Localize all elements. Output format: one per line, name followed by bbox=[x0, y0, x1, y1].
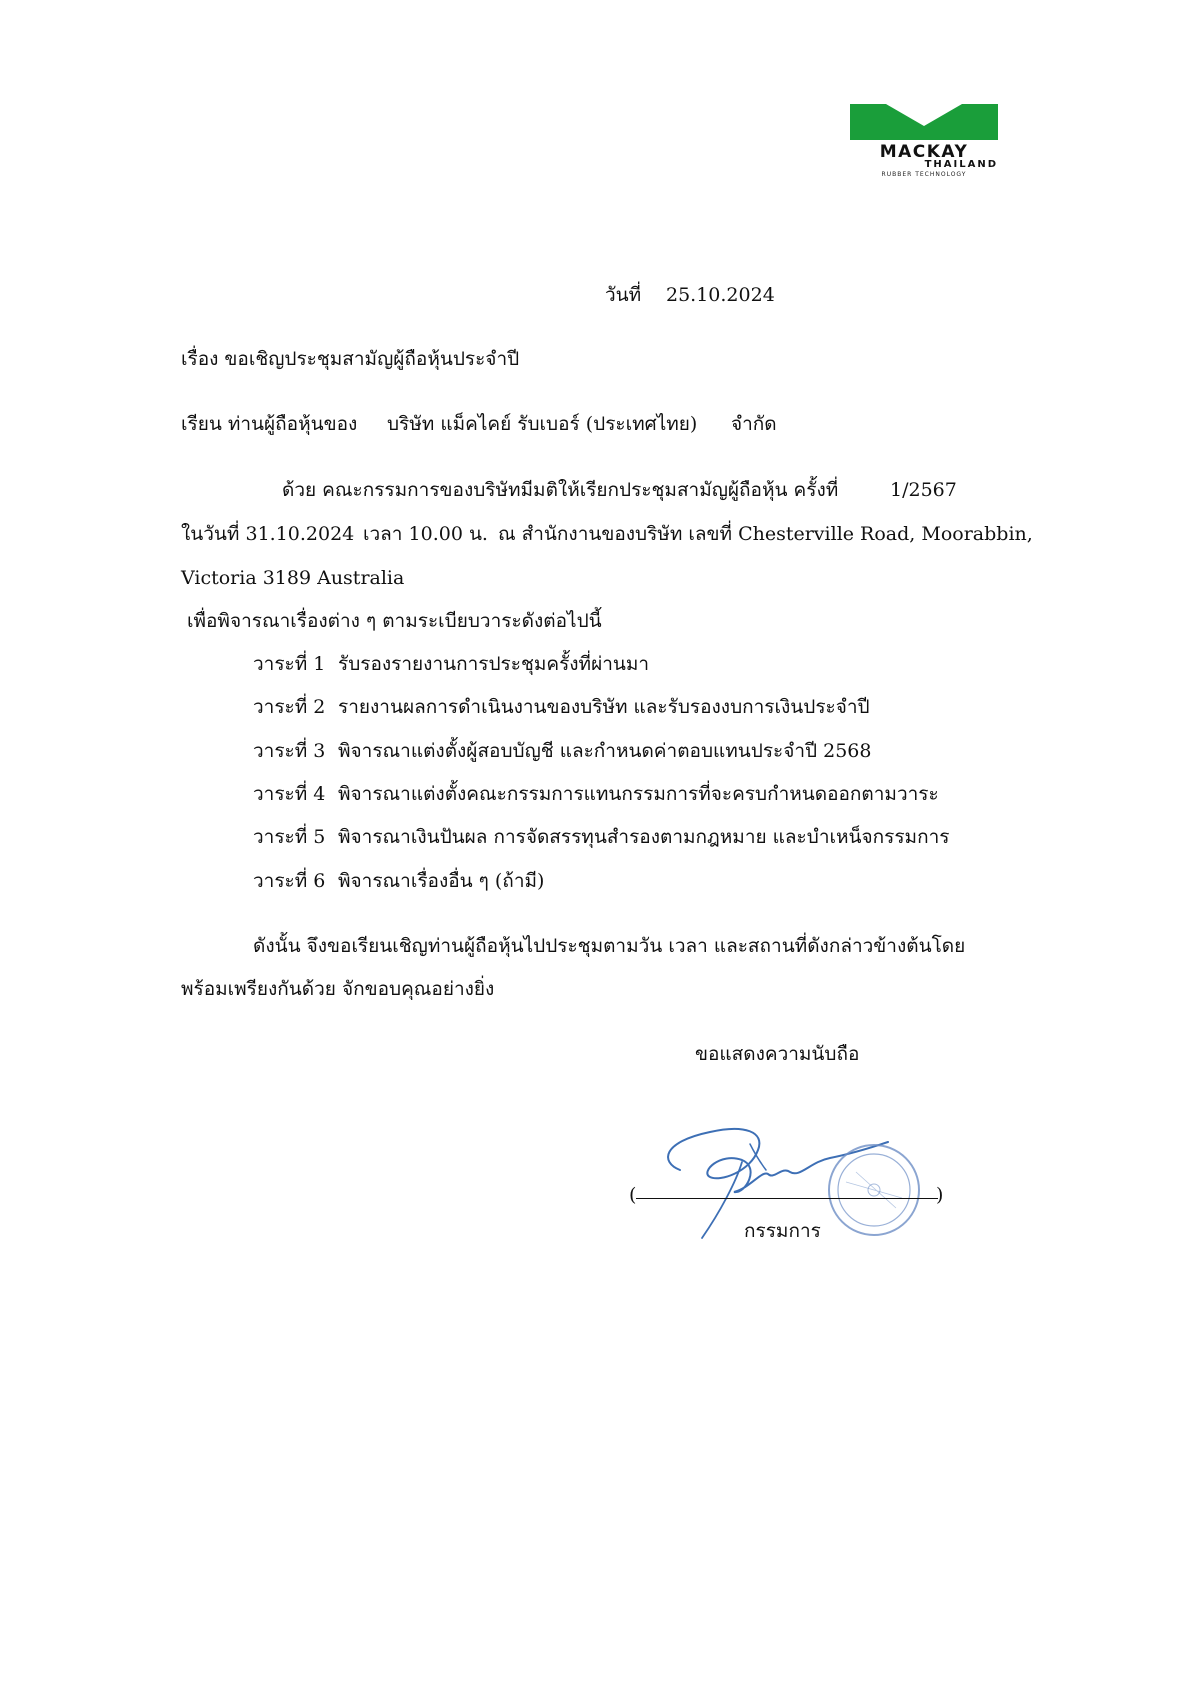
date-label: วันที่ bbox=[605, 284, 642, 306]
agenda-text: พิจารณาแต่งตั้งคณะกรรมการแทนกรรมการที่จะครบกำหนดออกตามวาระ bbox=[338, 783, 939, 805]
subject-line: เรื่อง ขอเชิญประชุมสามัญผู้ถือหุ้นประจำปี bbox=[181, 348, 520, 370]
agenda-text: พิจารณาเงินปันผล การจัดสรรทุนสำรองตามกฎหมาย และบำเหน็จกรรมการ bbox=[338, 826, 950, 848]
recipient-suffix: จำกัด bbox=[731, 413, 777, 435]
agenda-number: วาระที่ 2 bbox=[253, 696, 326, 718]
agenda-number: วาระที่ 4 bbox=[253, 783, 326, 805]
body-intro: ด้วย คณะกรรมการของบริษัทมีมติให้เรียกประชุมสามัญผู้ถือหุ้น ครั้งที่ bbox=[282, 479, 839, 501]
agenda-number: วาระที่ 6 bbox=[253, 870, 326, 892]
meeting-date: ในวันที่ 31.10.2024 bbox=[181, 523, 355, 545]
meeting-number: 1/2567 bbox=[890, 479, 957, 501]
signatory-title: กรรมการ bbox=[744, 1220, 821, 1242]
closing-regards: ขอแสดงความนับถือ bbox=[695, 1043, 860, 1065]
date-value: 25.10.2024 bbox=[666, 284, 775, 306]
signature-line bbox=[636, 1198, 938, 1199]
logo-tagline-text: RUBBER TECHNOLOGY bbox=[881, 171, 967, 178]
signature-open-paren: ( bbox=[629, 1184, 637, 1206]
agenda-intro: เพื่อพิจารณาเรื่องต่าง ๆ ตามระเบียบวาระดังต่อไปนี้ bbox=[187, 610, 602, 632]
meeting-time: เวลา 10.00 น. bbox=[363, 523, 488, 545]
agenda-number: วาระที่ 3 bbox=[253, 740, 326, 762]
agenda-text: รับรองรายงานการประชุมครั้งที่ผ่านมา bbox=[338, 653, 650, 675]
signature-close-paren: ) bbox=[936, 1184, 944, 1206]
agenda-number: วาระที่ 1 bbox=[253, 653, 326, 675]
agenda-number: วาระที่ 5 bbox=[253, 826, 326, 848]
logo-country-text: THAILAND bbox=[924, 159, 998, 170]
agenda-text: พิจารณาแต่งตั้งผู้สอบบัญชี และกำหนดค่าตอบแทนประจำปี 2568 bbox=[338, 740, 872, 762]
closing-line-2: พร้อมเพรียงกันด้วย จักขอบคุณอย่างยิ่ง bbox=[181, 978, 495, 1000]
agenda-text: พิจารณาเรื่องอื่น ๆ (ถ้ามี) bbox=[338, 870, 545, 892]
company-logo bbox=[850, 104, 998, 180]
recipient-company: บริษัท แม็คไคย์ รับเบอร์ (ประเทศไทย) bbox=[387, 413, 698, 435]
closing-line-1: ดังนั้น จึงขอเรียนเชิญท่านผู้ถือหุ้นไปประชุมตามวัน เวลา และสถานที่ดังกล่าวข้างต้นโดย bbox=[253, 935, 966, 957]
company-seal-stamp bbox=[826, 1142, 922, 1238]
agenda-text: รายงานผลการดำเนินงานของบริษัท และรับรองงบการเงินประจำปี bbox=[338, 696, 870, 718]
recipient-prefix: เรียน ท่านผู้ถือหุ้นของ bbox=[181, 413, 358, 435]
logo-brand-text: MACKAY bbox=[879, 142, 969, 162]
meeting-place: ณ สำนักงานของบริษัท เลขที่ Chesterville Road, Moorabbin, bbox=[498, 523, 1033, 545]
logo-chevron-mark bbox=[850, 104, 998, 144]
meeting-place-cont: Victoria 3189 Australia bbox=[181, 567, 405, 589]
